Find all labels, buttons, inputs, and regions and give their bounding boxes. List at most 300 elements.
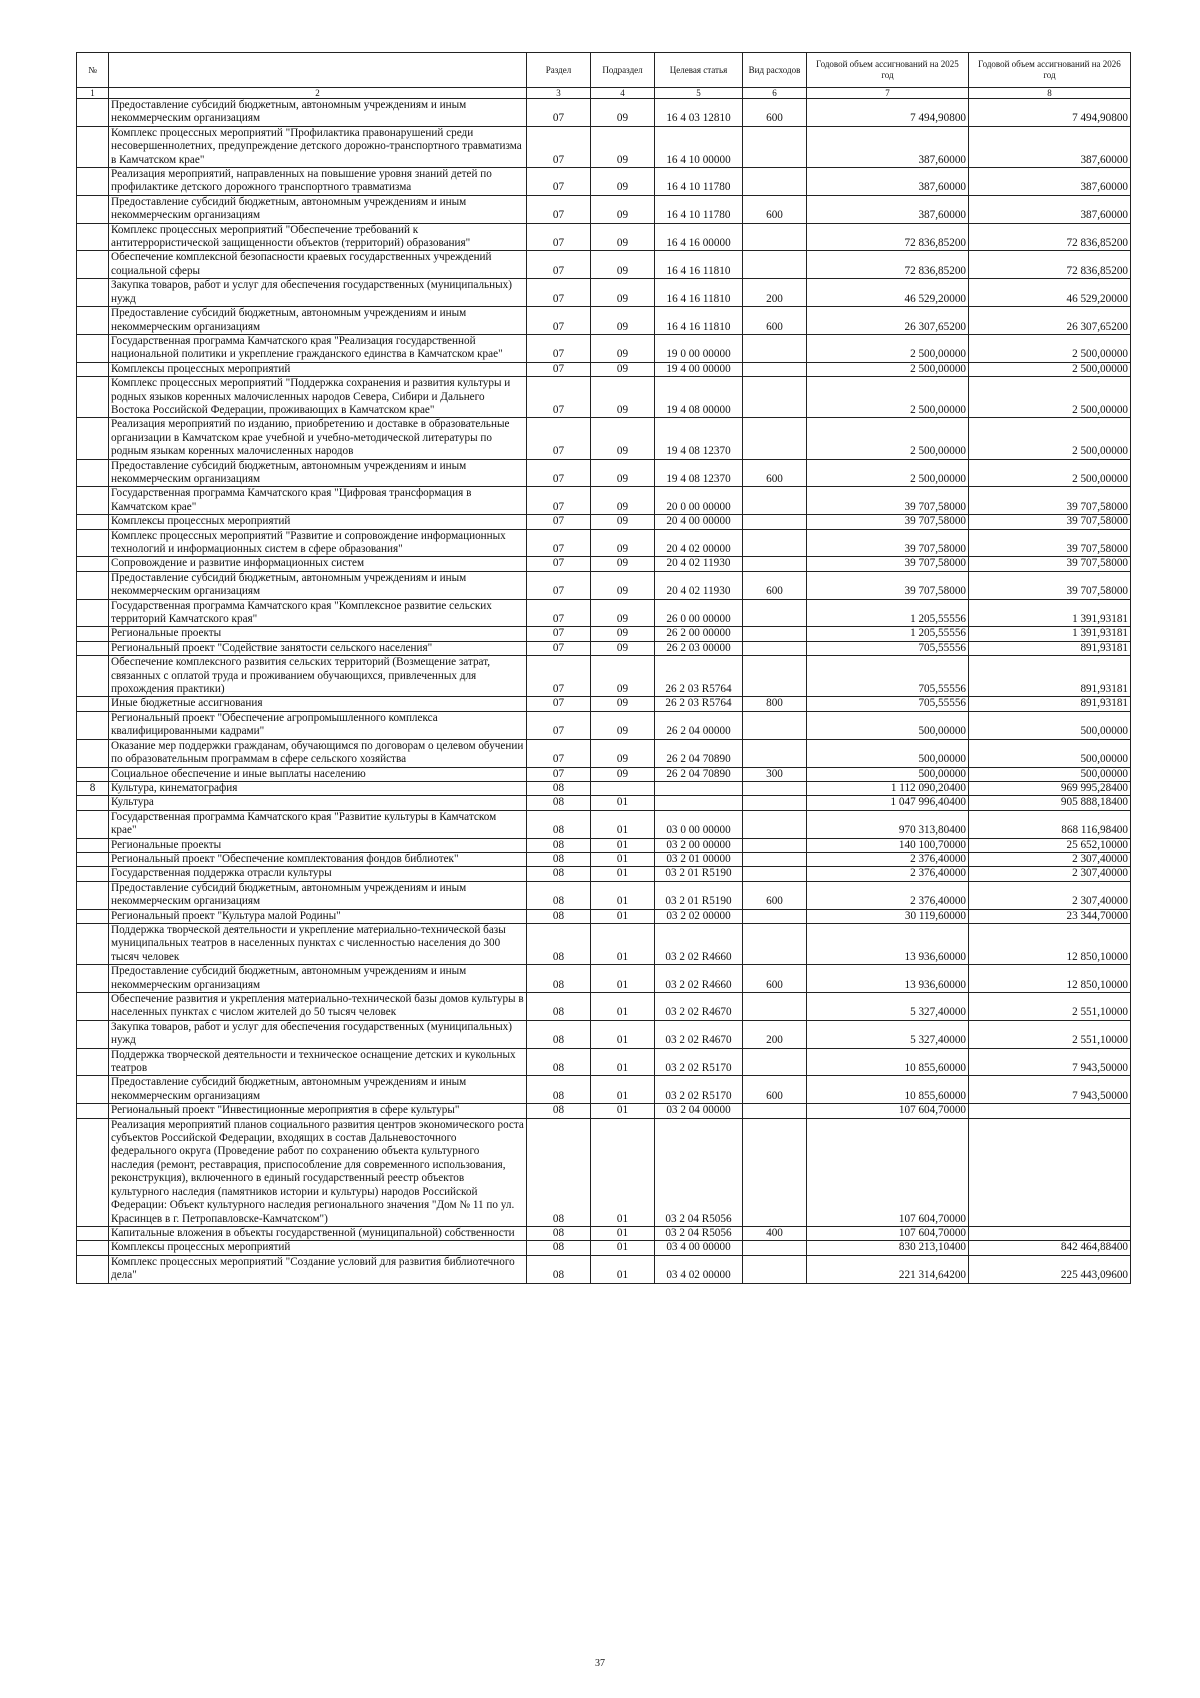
row-number xyxy=(77,1020,109,1048)
row-amount-2025: 72 836,85200 xyxy=(807,223,969,251)
row-amount-2025: 221 314,64200 xyxy=(807,1255,969,1283)
row-target: 03 2 01 R5190 xyxy=(655,881,743,909)
row-target xyxy=(655,781,743,795)
row-subsection: 09 xyxy=(591,99,655,127)
row-exp-type xyxy=(743,251,807,279)
row-name: Поддержка творческой деятельности и укрепление материально-технической базы муниципальных театров в населенных пунктах с численностью населения до 300 тысяч человек xyxy=(109,923,527,964)
row-section: 08 xyxy=(527,1104,591,1118)
table-row xyxy=(77,377,1131,418)
row-subsection: 09 xyxy=(591,126,655,167)
row-amount-2026: 39 707,58000 xyxy=(969,515,1131,529)
row-target: 26 2 03 00000 xyxy=(655,641,743,655)
row-amount-2025: 1 205,55556 xyxy=(807,599,969,627)
row-subsection: 01 xyxy=(591,810,655,838)
row-exp-type xyxy=(743,599,807,627)
row-number xyxy=(77,767,109,781)
row-amount-2026 xyxy=(969,1226,1131,1240)
row-subsection: 09 xyxy=(591,515,655,529)
row-amount-2026: 12 850,10000 xyxy=(969,923,1131,964)
row-subsection: 09 xyxy=(591,641,655,655)
row-section: 07 xyxy=(527,362,591,376)
row-amount-2025: 5 327,40000 xyxy=(807,993,969,1021)
row-amount-2025: 387,60000 xyxy=(807,195,969,223)
row-amount-2025: 39 707,58000 xyxy=(807,487,969,515)
row-name: Реализация мероприятий, направленных на повышение уровня знаний детей по профилактике детского дорожного транспортного травматизма xyxy=(109,168,527,196)
row-amount-2025: 1 047 996,40400 xyxy=(807,796,969,810)
row-amount-2025: 107 604,70000 xyxy=(807,1226,969,1240)
row-subsection: 09 xyxy=(591,656,655,697)
row-subsection: 01 xyxy=(591,1020,655,1048)
table-row xyxy=(77,838,1131,852)
row-exp-type: 300 xyxy=(743,767,807,781)
row-exp-type: 200 xyxy=(743,1020,807,1048)
row-amount-2025: 107 604,70000 xyxy=(807,1118,969,1226)
row-subsection: 09 xyxy=(591,334,655,362)
row-amount-2026: 2 500,00000 xyxy=(969,334,1131,362)
row-exp-type: 600 xyxy=(743,571,807,599)
table-row xyxy=(77,1076,1131,1104)
row-subsection: 01 xyxy=(591,852,655,866)
row-subsection xyxy=(591,781,655,795)
row-amount-2025: 1 205,55556 xyxy=(807,627,969,641)
row-amount-2026: 225 443,09600 xyxy=(969,1255,1131,1283)
row-section: 08 xyxy=(527,781,591,795)
row-number xyxy=(77,1104,109,1118)
row-exp-type xyxy=(743,487,807,515)
row-amount-2025: 830 213,10400 xyxy=(807,1241,969,1255)
row-target: 19 4 08 12370 xyxy=(655,459,743,487)
column-number: 8 xyxy=(969,88,1131,99)
row-subsection: 09 xyxy=(591,307,655,335)
row-target: 16 4 16 11810 xyxy=(655,307,743,335)
row-number xyxy=(77,1118,109,1226)
row-exp-type xyxy=(743,711,807,739)
row-name: Оказание мер поддержки гражданам, обучающимся по договорам о целевом обучении по образовательным программам в сфере сельского хозяйства xyxy=(109,739,527,767)
row-exp-type xyxy=(743,641,807,655)
table-row xyxy=(77,1241,1131,1255)
row-exp-type: 600 xyxy=(743,965,807,993)
row-subsection: 09 xyxy=(591,195,655,223)
row-name: Комплекс процессных мероприятий "Поддержка сохранения и развития культуры и родных языков коренных малочисленных народов Севера, Сибири и Дальнего Востока Российской Федерации, проживающих в Камчатском крае" xyxy=(109,377,527,418)
row-target: 26 2 03 R5764 xyxy=(655,697,743,711)
row-section: 07 xyxy=(527,99,591,127)
row-number xyxy=(77,251,109,279)
row-section: 08 xyxy=(527,796,591,810)
column-number: 6 xyxy=(743,88,807,99)
column-number: 5 xyxy=(655,88,743,99)
row-amount-2026: 1 391,93181 xyxy=(969,599,1131,627)
row-section: 07 xyxy=(527,571,591,599)
row-exp-type xyxy=(743,529,807,557)
row-target: 20 0 00 00000 xyxy=(655,487,743,515)
row-name: Предоставление субсидий бюджетным, автономным учреждениям и иным некоммерческим организациям xyxy=(109,881,527,909)
header-exp-type: Вид расходов xyxy=(743,53,807,88)
row-exp-type xyxy=(743,810,807,838)
row-section: 07 xyxy=(527,377,591,418)
row-name: Комплексы процессных мероприятий xyxy=(109,515,527,529)
table-row xyxy=(77,1020,1131,1048)
row-subsection: 01 xyxy=(591,1241,655,1255)
row-amount-2025: 387,60000 xyxy=(807,126,969,167)
table-row xyxy=(77,993,1131,1021)
row-amount-2026: 12 850,10000 xyxy=(969,965,1131,993)
row-section: 08 xyxy=(527,993,591,1021)
row-number xyxy=(77,126,109,167)
row-subsection: 09 xyxy=(591,459,655,487)
row-number xyxy=(77,909,109,923)
row-amount-2025: 705,55556 xyxy=(807,697,969,711)
row-amount-2026: 500,00000 xyxy=(969,711,1131,739)
row-target: 03 2 02 R4660 xyxy=(655,923,743,964)
row-amount-2025: 13 936,60000 xyxy=(807,923,969,964)
row-exp-type xyxy=(743,796,807,810)
row-amount-2026: 39 707,58000 xyxy=(969,487,1131,515)
row-section: 08 xyxy=(527,852,591,866)
table-row xyxy=(77,739,1131,767)
row-target: 16 4 03 12810 xyxy=(655,99,743,127)
row-name: Комплекс процессных мероприятий "Обеспечение требований к антитеррористической защищенности объектов (территорий) образования" xyxy=(109,223,527,251)
row-exp-type: 600 xyxy=(743,307,807,335)
row-section: 07 xyxy=(527,515,591,529)
row-number: 8 xyxy=(77,781,109,795)
row-name: Закупка товаров, работ и услуг для обеспечения государственных (муниципальных) нужд xyxy=(109,279,527,307)
table-row xyxy=(77,923,1131,964)
row-exp-type xyxy=(743,557,807,571)
row-name: Региональный проект "Содействие занятости сельского населения" xyxy=(109,641,527,655)
row-section: 07 xyxy=(527,627,591,641)
row-exp-type xyxy=(743,867,807,881)
table-row xyxy=(77,529,1131,557)
row-exp-type: 400 xyxy=(743,1226,807,1240)
row-amount-2026: 7 494,90800 xyxy=(969,99,1131,127)
row-section: 08 xyxy=(527,1255,591,1283)
row-amount-2026: 2 500,00000 xyxy=(969,362,1131,376)
row-target: 03 4 02 00000 xyxy=(655,1255,743,1283)
row-target: 19 4 00 00000 xyxy=(655,362,743,376)
row-name: Обеспечение комплексной безопасности краевых государственных учреждений социальной сферы xyxy=(109,251,527,279)
row-subsection: 01 xyxy=(591,796,655,810)
row-name: Государственная программа Камчатского края "Цифровая трансформация в Камчатском крае" xyxy=(109,487,527,515)
row-name: Иные бюджетные ассигнования xyxy=(109,697,527,711)
page-number: 37 xyxy=(595,1658,605,1669)
row-name: Региональные проекты xyxy=(109,838,527,852)
row-target: 03 2 04 00000 xyxy=(655,1104,743,1118)
table-row xyxy=(77,195,1131,223)
header-2025: Годовой объем ассигнований на 2025 год xyxy=(807,53,969,88)
row-exp-type xyxy=(743,1255,807,1283)
row-target xyxy=(655,796,743,810)
row-section: 08 xyxy=(527,923,591,964)
table-row xyxy=(77,334,1131,362)
table-row xyxy=(77,223,1131,251)
row-target: 03 2 02 R4670 xyxy=(655,993,743,1021)
table-row xyxy=(77,881,1131,909)
row-section: 08 xyxy=(527,1076,591,1104)
row-subsection: 09 xyxy=(591,767,655,781)
row-target: 03 2 02 R5170 xyxy=(655,1048,743,1076)
column-number: 1 xyxy=(77,88,109,99)
row-exp-type xyxy=(743,1104,807,1118)
row-subsection: 01 xyxy=(591,1104,655,1118)
row-section: 07 xyxy=(527,697,591,711)
row-target: 16 4 10 00000 xyxy=(655,126,743,167)
row-subsection: 09 xyxy=(591,168,655,196)
table-row xyxy=(77,965,1131,993)
row-number xyxy=(77,529,109,557)
row-amount-2026: 2 551,10000 xyxy=(969,1020,1131,1048)
row-amount-2026: 500,00000 xyxy=(969,739,1131,767)
row-amount-2026: 72 836,85200 xyxy=(969,251,1131,279)
row-target: 26 2 04 00000 xyxy=(655,711,743,739)
table-row xyxy=(77,459,1131,487)
table-row xyxy=(77,1048,1131,1076)
row-name: Закупка товаров, работ и услуг для обеспечения государственных (муниципальных) нужд xyxy=(109,1020,527,1048)
row-target: 16 4 16 11810 xyxy=(655,279,743,307)
row-target: 26 2 04 70890 xyxy=(655,739,743,767)
row-number xyxy=(77,838,109,852)
row-amount-2025: 2 376,40000 xyxy=(807,881,969,909)
row-exp-type xyxy=(743,515,807,529)
row-subsection: 09 xyxy=(591,362,655,376)
header-target: Целевая статья xyxy=(655,53,743,88)
table-row xyxy=(77,99,1131,127)
row-name: Государственная программа Камчатского края "Реализация государственной национальной политики и укрепление гражданского единства в Камчатском крае" xyxy=(109,334,527,362)
row-number xyxy=(77,711,109,739)
row-target: 03 0 00 00000 xyxy=(655,810,743,838)
row-subsection: 09 xyxy=(591,599,655,627)
row-amount-2026: 387,60000 xyxy=(969,126,1131,167)
row-section: 08 xyxy=(527,1048,591,1076)
row-number xyxy=(77,515,109,529)
table-row xyxy=(77,656,1131,697)
row-target: 03 2 00 00000 xyxy=(655,838,743,852)
row-target: 16 4 16 00000 xyxy=(655,223,743,251)
row-name: Региональный проект "Культура малой Родины" xyxy=(109,909,527,923)
row-amount-2025: 2 376,40000 xyxy=(807,852,969,866)
row-number xyxy=(77,195,109,223)
row-amount-2025: 2 500,00000 xyxy=(807,459,969,487)
row-section: 08 xyxy=(527,909,591,923)
row-amount-2025: 30 119,60000 xyxy=(807,909,969,923)
row-exp-type xyxy=(743,1118,807,1226)
table-row xyxy=(77,279,1131,307)
budget-sheet xyxy=(76,52,1130,1284)
row-number xyxy=(77,923,109,964)
row-amount-2026: 842 464,88400 xyxy=(969,1241,1131,1255)
row-amount-2025: 1 112 090,20400 xyxy=(807,781,969,795)
row-name: Комплексы процессных мероприятий xyxy=(109,362,527,376)
row-target: 26 2 03 R5764 xyxy=(655,656,743,697)
row-subsection: 01 xyxy=(591,867,655,881)
header-no: № xyxy=(77,53,109,88)
table-row xyxy=(77,599,1131,627)
row-number xyxy=(77,362,109,376)
row-exp-type xyxy=(743,168,807,196)
row-amount-2025: 705,55556 xyxy=(807,656,969,697)
row-section: 07 xyxy=(527,529,591,557)
row-section: 08 xyxy=(527,881,591,909)
row-exp-type: 800 xyxy=(743,697,807,711)
table-row xyxy=(77,251,1131,279)
row-number xyxy=(77,223,109,251)
row-target: 03 2 01 00000 xyxy=(655,852,743,866)
row-amount-2026: 387,60000 xyxy=(969,195,1131,223)
row-section: 08 xyxy=(527,965,591,993)
row-target: 20 4 02 00000 xyxy=(655,529,743,557)
row-number xyxy=(77,279,109,307)
row-section: 07 xyxy=(527,599,591,627)
table-row xyxy=(77,627,1131,641)
row-target: 20 4 02 11930 xyxy=(655,571,743,599)
row-exp-type: 200 xyxy=(743,279,807,307)
row-name: Реализация мероприятий по изданию, приобретению и доставке в образовательные организации в Камчатском крае учебной и учебно-методической литературы по родным языкам коренных малочисленных народов xyxy=(109,418,527,459)
row-number xyxy=(77,418,109,459)
table-row xyxy=(77,168,1131,196)
row-number xyxy=(77,1226,109,1240)
row-amount-2025: 705,55556 xyxy=(807,641,969,655)
table-row xyxy=(77,796,1131,810)
table-row xyxy=(77,852,1131,866)
row-exp-type: 600 xyxy=(743,881,807,909)
row-number xyxy=(77,1255,109,1283)
row-amount-2025: 46 529,20000 xyxy=(807,279,969,307)
row-number xyxy=(77,99,109,127)
row-amount-2026: 2 307,40000 xyxy=(969,881,1131,909)
row-section: 07 xyxy=(527,459,591,487)
row-exp-type xyxy=(743,362,807,376)
row-amount-2025: 2 500,00000 xyxy=(807,334,969,362)
row-amount-2026: 891,93181 xyxy=(969,641,1131,655)
row-exp-type xyxy=(743,739,807,767)
row-exp-type xyxy=(743,1241,807,1255)
row-name: Реализация мероприятий планов социального развития центров экономического роста субъектов Российской Федерации, входящих в состав Дальневосточного федерального округа (Проведение работ по сохранению объекта культурного наследия (ремонт, реставрация, приспособление для современного использования, реконструкция), включенного в единый государственный реестр объектов культурного наследия (памятников истории и культуры) народов Российской Федерации: Объект культурного наследия регионального значения "Дом № 11 по ул. Красинцев в г. Петропавловске-Камчатском") xyxy=(109,1118,527,1226)
row-amount-2025: 39 707,58000 xyxy=(807,571,969,599)
row-name: Региональные проекты xyxy=(109,627,527,641)
row-name: Капитальные вложения в объекты государственной (муниципальной) собственности xyxy=(109,1226,527,1240)
row-exp-type xyxy=(743,838,807,852)
row-number xyxy=(77,796,109,810)
row-target: 03 4 00 00000 xyxy=(655,1241,743,1255)
row-target: 03 2 02 00000 xyxy=(655,909,743,923)
row-target: 26 2 04 70890 xyxy=(655,767,743,781)
row-amount-2026: 39 707,58000 xyxy=(969,557,1131,571)
row-exp-type: 600 xyxy=(743,1076,807,1104)
row-amount-2026: 72 836,85200 xyxy=(969,223,1131,251)
row-name: Предоставление субсидий бюджетным, автономным учреждениям и иным некоммерческим организациям xyxy=(109,965,527,993)
row-section: 07 xyxy=(527,739,591,767)
row-name: Комплекс процессных мероприятий "Развитие и сопровождение информационных технологий и информационных систем в сфере образования" xyxy=(109,529,527,557)
row-amount-2026 xyxy=(969,1104,1131,1118)
row-target: 16 4 10 11780 xyxy=(655,168,743,196)
row-target: 03 2 04 R5056 xyxy=(655,1226,743,1240)
row-exp-type xyxy=(743,377,807,418)
row-name: Обеспечение развития и укрепления материально-технической базы домов культуры в населенных пунктах с числом жителей до 50 тысяч человек xyxy=(109,993,527,1021)
row-name: Комплексы процессных мероприятий xyxy=(109,1241,527,1255)
table-row xyxy=(77,571,1131,599)
header-row xyxy=(77,53,1131,88)
row-target: 16 4 16 11810 xyxy=(655,251,743,279)
row-number xyxy=(77,487,109,515)
row-amount-2026: 387,60000 xyxy=(969,168,1131,196)
row-subsection: 09 xyxy=(591,223,655,251)
row-name: Поддержка творческой деятельности и техническое оснащение детских и кукольных театров xyxy=(109,1048,527,1076)
row-number xyxy=(77,852,109,866)
row-subsection: 01 xyxy=(591,1255,655,1283)
row-amount-2026: 2 307,40000 xyxy=(969,867,1131,881)
table-row xyxy=(77,1226,1131,1240)
table-row xyxy=(77,909,1131,923)
row-section: 08 xyxy=(527,1241,591,1255)
row-section: 07 xyxy=(527,418,591,459)
table-row xyxy=(77,867,1131,881)
row-target: 19 0 00 00000 xyxy=(655,334,743,362)
column-number: 7 xyxy=(807,88,969,99)
column-number: 2 xyxy=(109,88,527,99)
row-name: Предоставление субсидий бюджетным, автономным учреждениям и иным некоммерческим организациям xyxy=(109,459,527,487)
row-number xyxy=(77,965,109,993)
row-number xyxy=(77,697,109,711)
row-number xyxy=(77,1048,109,1076)
row-subsection: 01 xyxy=(591,1048,655,1076)
row-name: Социальное обеспечение и иные выплаты населению xyxy=(109,767,527,781)
table-row xyxy=(77,126,1131,167)
header-section: Раздел xyxy=(527,53,591,88)
row-amount-2026: 26 307,65200 xyxy=(969,307,1131,335)
row-name: Предоставление субсидий бюджетным, автономным учреждениям и иным некоммерческим организациям xyxy=(109,571,527,599)
row-exp-type xyxy=(743,223,807,251)
row-amount-2025: 39 707,58000 xyxy=(807,529,969,557)
table-row xyxy=(77,697,1131,711)
row-exp-type: 600 xyxy=(743,195,807,223)
row-amount-2025: 10 855,60000 xyxy=(807,1076,969,1104)
row-exp-type xyxy=(743,852,807,866)
row-subsection: 09 xyxy=(591,279,655,307)
row-exp-type xyxy=(743,923,807,964)
header-subsection: Подраздел xyxy=(591,53,655,88)
row-section: 07 xyxy=(527,279,591,307)
row-number xyxy=(77,557,109,571)
row-number xyxy=(77,599,109,627)
row-name: Государственная программа Камчатского края "Развитие культуры в Камчатском крае" xyxy=(109,810,527,838)
row-subsection: 01 xyxy=(591,838,655,852)
table-row xyxy=(77,641,1131,655)
row-subsection: 09 xyxy=(591,377,655,418)
row-subsection: 09 xyxy=(591,251,655,279)
row-name: Государственная поддержка отрасли культуры xyxy=(109,867,527,881)
row-name: Предоставление субсидий бюджетным, автономным учреждениям и иным некоммерческим организациям xyxy=(109,99,527,127)
row-exp-type xyxy=(743,656,807,697)
row-target: 26 2 00 00000 xyxy=(655,627,743,641)
row-subsection: 09 xyxy=(591,571,655,599)
row-section: 07 xyxy=(527,223,591,251)
table-row xyxy=(77,515,1131,529)
row-amount-2026: 891,93181 xyxy=(969,697,1131,711)
row-subsection: 01 xyxy=(591,881,655,909)
row-name: Обеспечение комплексного развития сельских территорий (Возмещение затрат, связанных с оплатой труда и проживанием обучающихся, привлеченных для прохождения практики) xyxy=(109,656,527,697)
column-number-row xyxy=(77,88,1131,99)
row-subsection: 01 xyxy=(591,1226,655,1240)
row-amount-2025: 2 500,00000 xyxy=(807,377,969,418)
row-subsection: 09 xyxy=(591,487,655,515)
row-amount-2026: 868 116,98400 xyxy=(969,810,1131,838)
row-amount-2025: 39 707,58000 xyxy=(807,515,969,529)
row-number xyxy=(77,459,109,487)
row-section: 07 xyxy=(527,126,591,167)
row-section: 07 xyxy=(527,195,591,223)
row-amount-2025: 140 100,70000 xyxy=(807,838,969,852)
row-amount-2025: 500,00000 xyxy=(807,711,969,739)
row-amount-2025: 500,00000 xyxy=(807,739,969,767)
